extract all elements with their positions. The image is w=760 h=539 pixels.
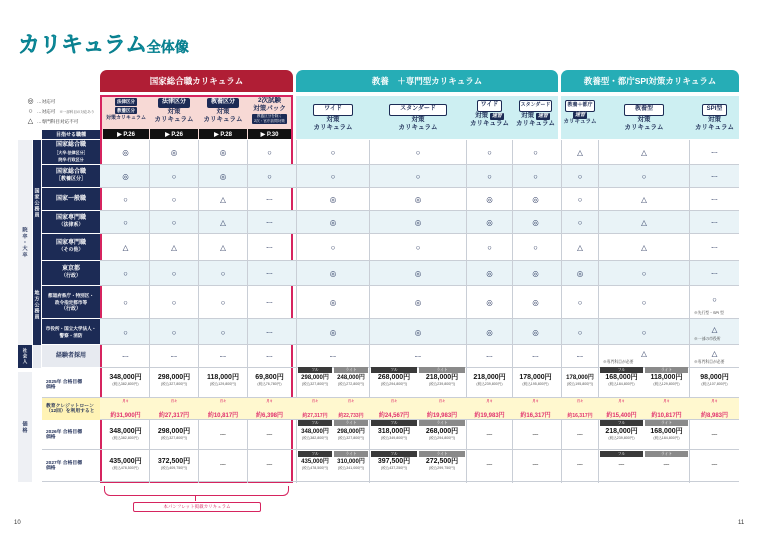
monthly-price: 月々 約19,983円 <box>426 399 458 419</box>
availability-cell: ○ <box>123 195 128 204</box>
availability-cell: ○ <box>220 327 226 337</box>
availability-cell: ー <box>219 352 227 361</box>
full-plan-tag: フル <box>600 367 643 373</box>
availability-cell: ◎ <box>486 298 493 307</box>
availability-cell: △ <box>577 243 583 252</box>
availability-cell: ○ <box>415 243 421 252</box>
monthly-price: 月々 約27,317円 <box>302 399 328 419</box>
row-label: 国家総合職 ［教養区分］ <box>42 165 100 188</box>
lite-plan-tag: ライト <box>334 420 368 426</box>
availability-cell: ◎ <box>329 298 337 307</box>
availability-cell: ー <box>710 269 719 278</box>
availability-cell: ○ <box>487 148 492 157</box>
price-2027: 397,500円 (税込437,250円) <box>377 458 411 470</box>
availability-cell: ○ <box>533 148 538 157</box>
availability-cell: ○ <box>330 243 336 252</box>
availability-cell: ◎ <box>414 327 422 337</box>
availability-cell: ○ <box>171 269 177 278</box>
availability-cell: ◎ <box>532 218 539 227</box>
availability-cell: ○ <box>267 148 272 157</box>
availability-cell: △ <box>220 243 226 252</box>
availability-cell: ○ <box>171 298 177 307</box>
availability-cell: ー <box>329 352 337 361</box>
availability-cell: ○ <box>415 148 421 157</box>
availability-cell: ○ <box>641 269 647 278</box>
availability-cell: ○ <box>641 298 647 307</box>
col-header-4: 2次試験 対策パック 教養区分を除く 2次・官庁訪問対策 <box>253 97 286 123</box>
price-2026: 348,000円 (税込382,800円) <box>109 428 142 440</box>
monthly-price: 月々 約6,398円 <box>255 399 283 419</box>
availability-cell: ○ <box>577 298 583 307</box>
side-label-national: 国家公務員 <box>33 140 41 265</box>
row-label: 国家専門職 （法律系） <box>42 211 100 234</box>
availability-cell: ー <box>265 352 274 361</box>
price-2026: 268,000円 (税込294,800円) <box>425 428 459 440</box>
page-link-p26a[interactable]: ▶ P.26 <box>103 129 149 139</box>
price-2027: 372,500円 (税込409,750円) <box>157 458 191 470</box>
availability-cell: ○ <box>123 269 128 278</box>
lite-plan-tag: ライト <box>334 367 368 373</box>
price-dash: ー <box>663 462 670 469</box>
availability-cell: △ <box>220 218 226 227</box>
row-label: 国家専門職 （その他） <box>42 234 100 261</box>
monthly-price: 月々 約16,317円 <box>520 399 551 419</box>
availability-cell: ○ <box>330 172 336 181</box>
availability-cell: ー <box>710 195 719 204</box>
side-label-price: 価格 <box>18 372 32 482</box>
price-2025: 98,000円 (税込107,800円) <box>700 374 729 386</box>
price-dash: ー <box>576 432 584 439</box>
col-header-11: SPI型 対策 カリキュラム <box>695 106 734 131</box>
availability-cell: ◎ <box>170 148 178 157</box>
availability-cell: ー <box>265 327 274 337</box>
price-2026: 298,000円 (税込327,800円) <box>337 429 365 440</box>
availability-cell: ー <box>265 195 274 204</box>
col-header-5: ワイド 対策 カリキュラム <box>313 106 353 131</box>
row-label: 東京都 （行政） <box>42 261 100 286</box>
cell-note: ※専門科目が必要 <box>603 360 634 364</box>
lite-plan-tag: ライト <box>419 420 465 426</box>
col-header-8: スタンダード 対策 速習 カリキュラム <box>516 102 555 127</box>
availability-cell: ○ <box>123 298 128 307</box>
price-2025: 168,000円 (税込184,800円) <box>605 374 638 386</box>
price-2026: 298,000円 (税込327,800円) <box>157 428 191 440</box>
availability-cell: ◎ <box>329 195 337 204</box>
full-plan-tag: フル <box>371 451 417 457</box>
availability-cell: ○ <box>487 172 492 181</box>
price-2027: 310,000円 (税込341,000円) <box>337 459 365 470</box>
availability-cell: ○ <box>171 195 177 204</box>
price-2025: 178,000円 (税込195,800円) <box>566 375 594 386</box>
price-dash: ー <box>711 432 718 439</box>
monthly-price: 月々 約8,983円 <box>700 399 728 419</box>
availability-cell: ◎ <box>414 218 422 227</box>
availability-cell: ー <box>265 243 274 252</box>
availability-cell: ◎ <box>532 298 539 307</box>
availability-cell: △ <box>577 148 583 157</box>
availability-cell: ◎ <box>219 172 227 181</box>
full-plan-tag: フル <box>298 420 332 426</box>
cell-note: ※専門科目が必要 <box>694 360 725 364</box>
cell-note: ※先行型・SPI 型 <box>694 311 724 315</box>
price-2025: 348,000円 (税込382,800円) <box>109 374 142 386</box>
availability-cell: △ <box>641 243 647 252</box>
availability-cell: ◎ <box>329 327 337 337</box>
price-dash: ー <box>618 462 625 469</box>
page-number-left: 10 <box>14 520 21 526</box>
legend: ◎ …対応可 ○ …対応可 ※一部科目の対応あり △ …専門科目対応不可 <box>27 98 95 125</box>
availability-cell: ○ <box>220 269 226 278</box>
price-2025: 218,000円 (税込239,800円) <box>473 374 506 386</box>
availability-cell: ○ <box>330 148 336 157</box>
availability-cell: ○ <box>641 172 647 181</box>
col-header-1: 法律区分 教養区分 対策カリキュラム <box>106 99 146 121</box>
page-link-p30[interactable]: ▶ P.30 <box>248 129 291 139</box>
availability-cell: ○ <box>577 172 583 181</box>
lite-plan-tag: ライト <box>645 420 688 426</box>
side-label-career: 社会人 <box>18 345 32 368</box>
monthly-price: 月々 約27,317円 <box>158 399 190 419</box>
price-row-label: 教育クレジットローン （12回）を利用すると <box>42 398 100 420</box>
full-plan-tag: フル <box>371 367 417 373</box>
pamphlet-brace-tip <box>195 495 196 501</box>
col-header-6: スタンダード 対策 カリキュラム <box>370 104 466 133</box>
price-2026: 318,000円 (税込349,800円) <box>377 428 411 440</box>
availability-cell: ー <box>710 243 719 252</box>
availability-cell: ◎ <box>414 195 422 204</box>
availability-cell: ◎ <box>329 218 337 227</box>
lite-plan-tag: ライト <box>334 451 368 457</box>
availability-cell: ○ <box>123 327 128 337</box>
availability-cell: ー <box>531 352 540 361</box>
availability-cell: ー <box>265 298 274 307</box>
price-2025: 248,000円 (税込272,800円) <box>337 375 365 386</box>
availability-cell: ー <box>485 352 494 361</box>
lite-plan-tag: ライト <box>419 367 465 373</box>
monthly-price: 月々 約19,983円 <box>474 399 505 419</box>
availability-cell: ○ <box>712 295 717 304</box>
availability-cell: ◎ <box>486 218 493 227</box>
availability-cell: ◎ <box>122 148 129 157</box>
pamphlet-note: 本パンフレット掲載カリキュラム <box>133 502 261 512</box>
cell-note: ※一部の市役所 <box>694 337 721 341</box>
monthly-price: 月々 約22,733円 <box>338 399 364 419</box>
price-2027: 272,500円 (税込299,750円) <box>425 458 459 470</box>
availability-cell: ◎ <box>532 269 539 278</box>
availability-cell: ○ <box>641 327 647 337</box>
full-plan-tag: フル <box>600 451 643 457</box>
availability-cell: ◎ <box>219 148 227 157</box>
price-2027: 435,000円 (税込478,500円) <box>109 458 142 470</box>
row-label: 経験者採用 <box>42 345 100 368</box>
full-plan-tag: フル <box>600 420 643 426</box>
availability-cell: △ <box>641 349 647 358</box>
price-2026: 218,000円 (税込239,800円) <box>605 428 638 440</box>
price-2025: 118,000円 (税込129,800円) <box>650 374 683 386</box>
price-2026: 168,000円 (税込184,800円) <box>650 428 683 440</box>
availability-cell: ー <box>710 172 719 181</box>
page-title: カリキュラム全体像 <box>18 33 189 58</box>
monthly-price: 月々 約15,400円 <box>606 399 637 419</box>
row-label: 国家一般職 <box>42 188 100 211</box>
price-2025: 298,000円 (税込327,800円) <box>301 375 329 386</box>
availability-cell: ー <box>265 218 274 227</box>
availability-cell: △ <box>220 195 226 204</box>
availability-cell: ー <box>414 352 422 361</box>
full-plan-tag: フル <box>298 367 332 373</box>
price-2025: 218,000円 (税込239,800円) <box>425 374 459 386</box>
price-2025: 268,000円 (税込294,800円) <box>377 374 411 386</box>
price-2025: 178,000円 (税込195,800円) <box>519 374 552 386</box>
availability-cell: ○ <box>171 172 177 181</box>
availability-cell: ◎ <box>532 195 539 204</box>
row-label: 国家総合職 ［大卒:法律区分］ 院卒:行政区分 <box>42 140 100 165</box>
availability-cell: ー <box>576 352 584 361</box>
availability-cell: △ <box>711 324 718 334</box>
page-link-p26b[interactable]: ▶ P.26 <box>150 129 198 139</box>
price-2025: 118,000円 (税込129,800円) <box>207 374 239 386</box>
availability-cell: △ <box>711 349 718 358</box>
availability-cell: ○ <box>171 218 177 227</box>
price-dash: ー <box>266 462 273 469</box>
side-label-graduates: 院卒・大卒 <box>18 140 32 345</box>
availability-cell: ー <box>710 148 719 157</box>
price-2025: 69,800円 (税込76,780円) <box>255 374 284 386</box>
availability-cell: ○ <box>415 172 421 181</box>
col-header-10: 教養型 対策 カリキュラム <box>624 106 664 131</box>
price-2027: 435,000円 (税込478,500円) <box>301 459 329 470</box>
col-header-2: 法律区分 対策 カリキュラム <box>154 99 194 123</box>
availability-cell: ○ <box>171 327 177 337</box>
price-dash: ー <box>486 462 493 469</box>
price-dash: ー <box>219 432 227 439</box>
group-liberal-spi: 教養型・都庁SPI対策カリキュラム <box>561 70 739 92</box>
availability-cell: ◎ <box>486 269 493 278</box>
monthly-price: 月々 約10,817円 <box>207 399 239 419</box>
availability-cell: ○ <box>123 218 128 227</box>
availability-cell: ◎ <box>486 195 493 204</box>
monthly-price: 月々 約16,317円 <box>567 399 593 419</box>
availability-cell: ○ <box>577 195 583 204</box>
availability-cell: △ <box>122 243 129 252</box>
availability-cell: ◎ <box>486 327 493 337</box>
lite-plan-tag: ライト <box>419 451 465 457</box>
availability-cell: △ <box>641 218 647 227</box>
lite-plan-tag: ライト <box>645 367 688 373</box>
availability-cell: ー <box>710 218 719 227</box>
monthly-price: 月々 約10,817円 <box>651 399 682 419</box>
availability-cell: ◎ <box>576 269 584 278</box>
monthly-price: 月々 約24,567円 <box>378 399 410 419</box>
price-dash: ー <box>266 432 273 439</box>
price-row-label: 2026年 合格目標 価格 <box>46 429 82 440</box>
availability-cell: ー <box>170 352 178 361</box>
price-2026: 348,000円 (税込382,800円) <box>301 429 329 440</box>
goal-jobs-header: 目指せる職種 <box>42 130 100 139</box>
availability-cell: △ <box>171 243 177 252</box>
row-label: 市役所・国立大学法人・ 警察・消防 <box>42 319 100 345</box>
price-dash: ー <box>711 462 718 469</box>
availability-cell: ー <box>265 269 274 278</box>
col-header-9: 教養＋都庁 速習 カリキュラム <box>563 102 597 125</box>
availability-cell: ◎ <box>414 298 422 307</box>
price-row-label: 2025年 合格目標 価格 <box>46 379 82 390</box>
availability-cell: △ <box>641 148 647 157</box>
price-dash: ー <box>219 462 227 469</box>
price-dash: ー <box>532 462 539 469</box>
group-national-general: 国家総合職カリキュラム <box>100 70 293 92</box>
availability-cell: ○ <box>487 243 492 252</box>
price-2025: 298,000円 (税込327,800円) <box>157 374 191 386</box>
availability-cell: ◎ <box>532 327 539 337</box>
availability-cell: ○ <box>533 172 538 181</box>
page-number-right: 11 <box>738 520 745 526</box>
col-header-3: 教養区分 対策 カリキュラム <box>203 99 243 123</box>
availability-cell: ○ <box>267 172 272 181</box>
group-liberal-specialty: 教養 ＋専門型カリキュラム <box>296 70 558 92</box>
col-header-7: ワイド 対策 速習 カリキュラム <box>470 102 509 127</box>
price-dash: ー <box>486 432 493 439</box>
price-dash: ー <box>576 462 584 469</box>
price-dash: ー <box>532 432 539 439</box>
monthly-price: 月々 約31,900円 <box>110 399 141 419</box>
availability-cell: △ <box>641 195 647 204</box>
availability-cell: ○ <box>533 243 538 252</box>
availability-cell: ー <box>121 352 130 361</box>
side-label-career-blank <box>33 345 41 368</box>
row-label: 都道府県庁・特別区・ 政令指定都市等 （行政） <box>42 286 100 319</box>
side-label-local: 地方公務員 <box>33 265 41 345</box>
availability-cell: ◎ <box>329 269 337 278</box>
availability-cell: ○ <box>220 298 226 307</box>
full-plan-tag: フル <box>298 451 332 457</box>
lite-plan-tag: ライト <box>645 451 688 457</box>
availability-cell: ○ <box>577 218 583 227</box>
price-row-label: 2027年 合格目標 価格 <box>46 460 82 471</box>
page-link-p28[interactable]: ▶ P.28 <box>199 129 247 139</box>
pamphlet-brace <box>104 486 289 496</box>
availability-cell: ◎ <box>414 269 422 278</box>
availability-cell: ◎ <box>122 172 129 181</box>
full-plan-tag: フル <box>371 420 417 426</box>
availability-cell: ○ <box>577 327 583 337</box>
